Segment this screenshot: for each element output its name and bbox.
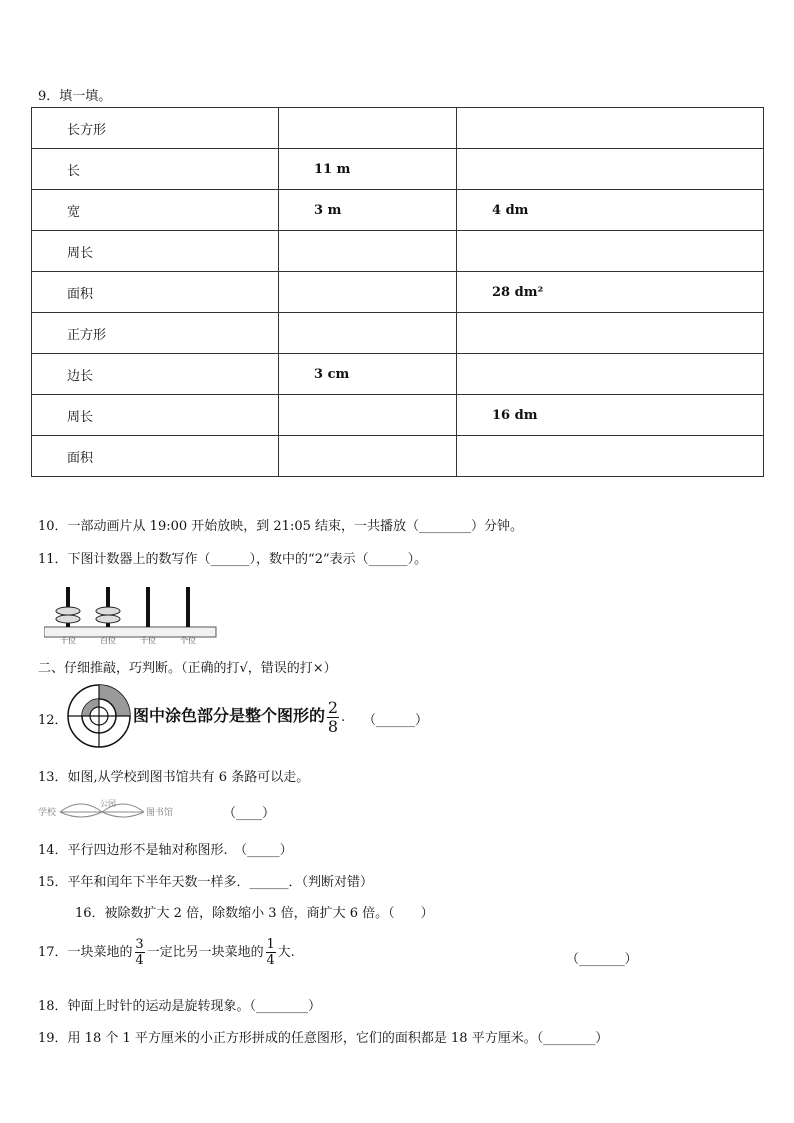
q15-text: 15．平年和闰年下半年天数一样多．______．（判断对错） xyxy=(38,875,374,890)
q13-route-figure xyxy=(36,796,196,822)
section2-heading: 二、仔细推敲，巧判断。（正确的打√，错误的打×） xyxy=(38,661,337,676)
q9-title: 9．填一填。 xyxy=(38,89,112,104)
q12-blank[interactable]: （______） xyxy=(363,713,429,728)
q9-cell-value[interactable] xyxy=(279,231,457,272)
q13-school-label: 学校 xyxy=(38,808,57,818)
q9-cell-value[interactable] xyxy=(279,395,457,436)
q9-table-row xyxy=(32,231,764,272)
q17-part-b: 一定比另一块菜地的 xyxy=(146,945,264,960)
q9-table-row xyxy=(32,108,764,149)
q9-row-label: 正方形 xyxy=(32,313,279,354)
q9-row-label: 周长 xyxy=(32,231,279,272)
q17-blank[interactable]: （_______） xyxy=(566,952,638,967)
q17-f1-den: 4 xyxy=(135,953,144,968)
q9-cell-value[interactable] xyxy=(457,108,764,149)
abacus-label-thousands: 千位 xyxy=(60,636,76,645)
q12-num: 12． xyxy=(38,713,68,728)
q9-row-label: 宽 xyxy=(32,190,279,231)
q12-text: 图中涂色部分是整个图形的 xyxy=(133,706,326,725)
q9-table xyxy=(31,107,764,477)
q9-cell-value[interactable] xyxy=(279,108,457,149)
q17-f2-num: 1 xyxy=(266,937,275,952)
q17-fraction-2 xyxy=(266,938,276,967)
q16-text: 16．被除数扩大 2 倍，除数缩小 3 倍，商扩大 6 倍。（ ） xyxy=(75,906,434,921)
q17-f2-den: 4 xyxy=(266,953,275,968)
q9-cell-value[interactable] xyxy=(279,272,457,313)
q13-blank[interactable]: （____） xyxy=(223,806,276,821)
q9-cell-value[interactable] xyxy=(457,354,764,395)
q17-fraction-1 xyxy=(135,938,145,967)
q9-table-row xyxy=(32,149,764,190)
abacus-label-ones: 个位 xyxy=(180,636,196,645)
q13-text: 13．如图,从学校到图书馆共有 6 条路可以走。 xyxy=(38,770,310,785)
q9-row-label: 面积 xyxy=(32,436,279,477)
q9-table-row xyxy=(32,313,764,354)
q12-statement xyxy=(133,700,345,735)
q13-park-label: 公园 xyxy=(100,799,116,808)
q9-table-row xyxy=(32,395,764,436)
q9-row-label: 面积 xyxy=(32,272,279,313)
q17-part-a: 一块菜地的 xyxy=(67,945,133,960)
abacus-figure xyxy=(44,583,224,647)
q13-library-label: 图书馆 xyxy=(146,808,174,818)
q9-row-label: 周长 xyxy=(32,395,279,436)
q12-ring-figure xyxy=(66,683,132,749)
q9-cell-value[interactable] xyxy=(457,231,764,272)
q11-text: 11．下图计数器上的数写作（______），数中的“2”表示（______）。 xyxy=(38,552,428,567)
q9-table-row xyxy=(32,436,764,477)
q9-cell-value[interactable]: 11 m xyxy=(279,149,457,190)
q9-cell-value[interactable]: 3 m xyxy=(279,190,457,231)
q12-frac-num: 2 xyxy=(327,698,339,717)
q9-cell-value[interactable]: 4 dm xyxy=(457,190,764,231)
q17-statement xyxy=(38,938,295,967)
q9-table-row xyxy=(32,272,764,313)
q9-row-label: 长 xyxy=(32,149,279,190)
q9-cell-value[interactable] xyxy=(457,436,764,477)
q12-fraction xyxy=(327,700,339,735)
abacus-label-hundreds: 百位 xyxy=(100,636,116,645)
q14-text: 14．平行四边形不是轴对称图形. （_____） xyxy=(38,843,293,858)
q17-part-c: 大. xyxy=(277,945,295,960)
q12-frac-den: 8 xyxy=(327,717,339,736)
abacus-label-tens: 十位 xyxy=(140,636,156,645)
q9-row-label: 长方形 xyxy=(32,108,279,149)
q9-cell-value[interactable] xyxy=(457,149,764,190)
q17-num: 17． xyxy=(38,945,68,960)
q9-cell-value[interactable] xyxy=(279,436,457,477)
q9-table-row xyxy=(32,354,764,395)
q12-tail: . xyxy=(341,710,346,725)
q18-text: 18．钟面上时针的运动是旋转现象。（________） xyxy=(38,999,322,1014)
q9-cell-value[interactable]: 28 dm² xyxy=(457,272,764,313)
q9-cell-value[interactable]: 3 cm xyxy=(279,354,457,395)
q9-cell-value[interactable] xyxy=(279,313,457,354)
q9-cell-value[interactable]: 16 dm xyxy=(457,395,764,436)
q19-text: 19．用 18 个 1 平方厘米的小正方形拼成的任意图形，它们的面积都是 18 平方厘米。（________） xyxy=(38,1031,609,1046)
q9-table-row xyxy=(32,190,764,231)
q9-cell-value[interactable] xyxy=(457,313,764,354)
q9-row-label: 边长 xyxy=(32,354,279,395)
q10-text: 10．一部动画片从 19:00 开始放映，到 21:05 结束，一共播放（________）分钟。 xyxy=(38,519,523,534)
q17-f1-num: 3 xyxy=(135,937,144,952)
